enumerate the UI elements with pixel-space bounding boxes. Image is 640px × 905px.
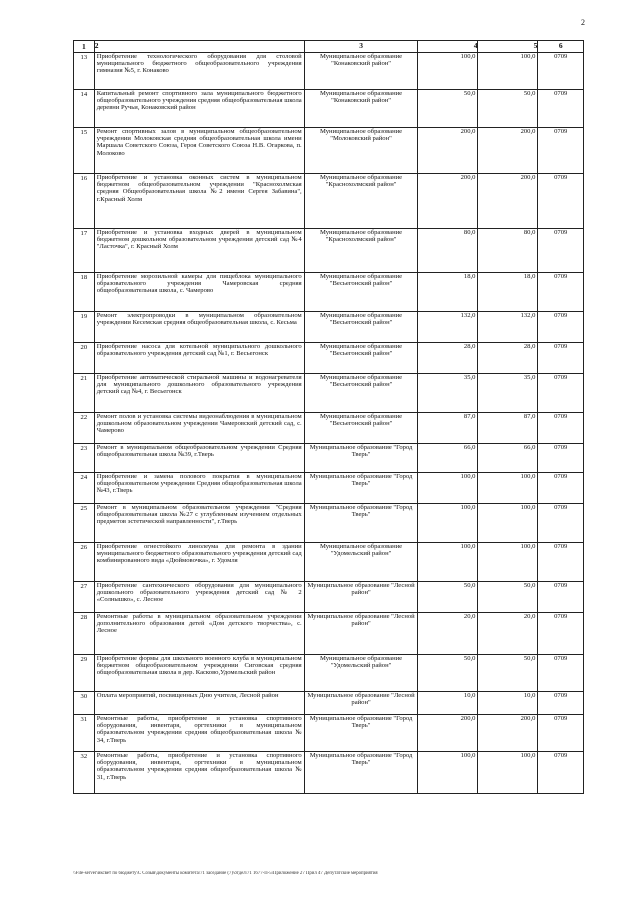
row-amount-planned: 100,0 (418, 543, 478, 582)
row-description: Приобретение и установка входных дверей в муниципальном бюджетном дошкольном образовательном учреждении детский сад №4 "Ласточка", г. Красный Холм (94, 229, 304, 273)
allocation-table (73, 40, 584, 794)
table-row (74, 655, 584, 692)
row-description: Приобретение технологического оборудования для столовой муниципального бюджетного общеобразовательного учреждения гимназия №5, г. Конаково (94, 53, 304, 90)
row-budget-code: 0709 (538, 613, 584, 655)
row-amount-planned: 66,0 (418, 444, 478, 473)
row-description: Оплата мероприятий, посвященных Дню учителя, Лесной район (94, 692, 304, 715)
row-amount-planned: 100,0 (418, 504, 478, 543)
row-number: 28 (74, 613, 95, 655)
row-municipality: Муниципальное образование "Краснохолмский район" (304, 174, 418, 229)
row-amount-approved: 100,0 (478, 752, 538, 794)
row-description: Приобретение автоматической стиральной машины и водонагревателя для муниципального дошкольного образовательного учреждения детский сад №4, г. Весьегонск (94, 374, 304, 413)
row-number: 15 (74, 128, 95, 174)
row-budget-code: 0709 (538, 715, 584, 752)
row-budget-code: 0709 (538, 752, 584, 794)
column-header: 5 (478, 41, 538, 53)
row-municipality: Муниципальное образование "Весьегонский район" (304, 374, 418, 413)
table-row (74, 53, 584, 90)
row-number: 14 (74, 90, 95, 128)
table-row (74, 582, 584, 613)
row-amount-approved: 200,0 (478, 174, 538, 229)
row-municipality: Муниципальное образование "Город Тверь" (304, 715, 418, 752)
row-municipality: Муниципальное образование "Удомельский район" (304, 655, 418, 692)
row-number: 30 (74, 692, 95, 715)
row-amount-approved: 66,0 (478, 444, 538, 473)
row-number: 21 (74, 374, 95, 413)
row-description: Ремонтные работы, приобретение и установка спортивного оборудования, инвентаря, оргтехники в муниципальном образовательном учреждении средняя общеобразовательная школа № 31, г.Тверь (94, 752, 304, 794)
row-description: Капитальный ремонт спортивного зала муниципального бюджетного общеобразовательного учреждения средняя общеобразовательная школа деревни Ручьи, Конаковский район (94, 90, 304, 128)
row-amount-planned: 200,0 (418, 715, 478, 752)
row-description: Ремонт полов и установка системы видеонаблюдения в муниципальном дошкольном образовательном учреждении Чамеровский детский сад, с. Чамерово (94, 413, 304, 444)
row-amount-approved: 10,0 (478, 692, 538, 715)
row-amount-approved: 100,0 (478, 543, 538, 582)
table-row (74, 312, 584, 343)
row-number: 13 (74, 53, 95, 90)
row-municipality: Муниципальное образование "Весьегонский район" (304, 343, 418, 374)
row-municipality: Муниципальное образование "Лесной район" (304, 692, 418, 715)
row-description: Ремонт в муниципальном общеобразовательном учреждении Средняя общеобразовательная школа №39, г.Тверь (94, 444, 304, 473)
row-number: 25 (74, 504, 95, 543)
row-amount-approved: 100,0 (478, 53, 538, 90)
row-amount-planned: 80,0 (418, 229, 478, 273)
row-amount-approved: 20,0 (478, 613, 538, 655)
row-description: Приобретение сантехнического оборудования для муниципального дошкольного образовательного учреждения детский сад № 2 «Солнышко», с. Лесное (94, 582, 304, 613)
row-number: 19 (74, 312, 95, 343)
row-number: 29 (74, 655, 95, 692)
table-row (74, 715, 584, 752)
row-budget-code: 0709 (538, 90, 584, 128)
row-amount-approved: 28,0 (478, 343, 538, 374)
row-amount-planned: 50,0 (418, 90, 478, 128)
row-description: Приобретение формы для школьного военного клуба в муниципальном бюджетном общеобразовательном учреждении Сиговская средняя общеобразовательная школа в дер. Касково,Удомельский район (94, 655, 304, 692)
row-amount-planned: 18,0 (418, 273, 478, 312)
column-header: 3 (304, 41, 418, 53)
row-amount-planned: 100,0 (418, 473, 478, 504)
row-budget-code: 0709 (538, 374, 584, 413)
row-amount-planned: 200,0 (418, 174, 478, 229)
row-municipality: Муниципальное образование "Удомельский район" (304, 543, 418, 582)
row-amount-approved: 100,0 (478, 473, 538, 504)
row-number: 26 (74, 543, 95, 582)
table-row (74, 413, 584, 444)
row-number: 22 (74, 413, 95, 444)
row-amount-approved: 35,0 (478, 374, 538, 413)
row-description: Приобретение и замена полового покрытия в муниципальном общеобразовательном учреждении Средняя общеобразовательная школа №43, г.Тверь (94, 473, 304, 504)
row-budget-code: 0709 (538, 582, 584, 613)
row-amount-planned: 50,0 (418, 655, 478, 692)
table-row (74, 90, 584, 128)
row-municipality: Муниципальное образование "Конаковский район" (304, 90, 418, 128)
column-header: 6 (538, 41, 584, 53)
table-row (74, 752, 584, 794)
row-amount-approved: 50,0 (478, 90, 538, 128)
table-row (74, 128, 584, 174)
row-municipality: Муниципальное образование "Краснохолмский район" (304, 229, 418, 273)
row-budget-code: 0709 (538, 312, 584, 343)
table-row (74, 473, 584, 504)
row-budget-code: 0709 (538, 229, 584, 273)
row-municipality: Муниципальное образование "Город Тверь" (304, 504, 418, 543)
row-budget-code: 0709 (538, 343, 584, 374)
table-row (74, 229, 584, 273)
row-budget-code: 0709 (538, 128, 584, 174)
table-row (74, 174, 584, 229)
row-amount-planned: 10,0 (418, 692, 478, 715)
row-budget-code: 0709 (538, 444, 584, 473)
row-amount-approved: 80,0 (478, 229, 538, 273)
row-budget-code: 0709 (538, 692, 584, 715)
row-budget-code: 0709 (538, 174, 584, 229)
row-description: Приобретение морозильной камеры для пищеблока муниципального образовательного учреждения Чамеровская средняя общеобразовательная школа, с. Чамерово (94, 273, 304, 312)
row-number: 23 (74, 444, 95, 473)
row-amount-planned: 132,0 (418, 312, 478, 343)
row-amount-planned: 28,0 (418, 343, 478, 374)
row-number: 18 (74, 273, 95, 312)
row-budget-code: 0709 (538, 504, 584, 543)
row-amount-approved: 200,0 (478, 715, 538, 752)
row-amount-approved: 50,0 (478, 655, 538, 692)
table-row (74, 444, 584, 473)
row-description: Ремонтные работы в муниципальном образовательном учреждении дополнительного образования детей «Дом детского творчества», с. Лесное (94, 613, 304, 655)
row-description: Приобретение насоса для котельной муниципального дошкольного образовательного учреждения детский сад №1, г. Весьегонск (94, 343, 304, 374)
row-description: Приобретение и установка оконных систем в муниципальном бюджетном общеобразовательном учреждении "Краснохолмская средняя Общеобразовательная школа №2 имени Сергея Забавина", г.Красный Холм (94, 174, 304, 229)
footer-file-path: \\File-server\иксвет по бюджету\С Созыв\документы комитета\71 заседание (7)\отдел\71 1677-П-5\Приложение 27 Прил 47 Депутатские мероприятия (73, 871, 378, 876)
row-municipality: Муниципальное образование "Молоковский район" (304, 128, 418, 174)
row-amount-planned: 35,0 (418, 374, 478, 413)
row-amount-approved: 18,0 (478, 273, 538, 312)
row-budget-code: 0709 (538, 273, 584, 312)
row-amount-planned: 100,0 (418, 53, 478, 90)
table-row (74, 343, 584, 374)
column-header: 2 (94, 41, 304, 53)
row-municipality: Муниципальное образование "Город Тверь" (304, 444, 418, 473)
row-description: Ремонт спортивных залов в муниципальном общеобразовательном учреждении Молоковская средняя общеобразовательная школа имени Маршала Советского Союза, Героя Советского Союза Н.В. Огаркова, п. Молоково (94, 128, 304, 174)
row-number: 17 (74, 229, 95, 273)
row-amount-approved: 200,0 (478, 128, 538, 174)
row-amount-planned: 50,0 (418, 582, 478, 613)
row-budget-code: 0709 (538, 413, 584, 444)
row-amount-approved: 100,0 (478, 504, 538, 543)
table-row (74, 504, 584, 543)
row-number: 31 (74, 715, 95, 752)
row-municipality: Муниципальное образование "Весьегонский район" (304, 413, 418, 444)
table-row (74, 543, 584, 582)
row-amount-planned: 200,0 (418, 128, 478, 174)
row-description: Ремонтные работы, приобретение и установка спортивного оборудования, инвентаря, оргтехники в муниципальном образовательном учреждении средняя общеобразовательная школа № 34, г.Тверь (94, 715, 304, 752)
row-amount-planned: 87,0 (418, 413, 478, 444)
row-description: Приобретение огнестойкого линолеума для ремонта в здании муниципального бюджетного образовательного учреждения детский сад комбинированного вида «Дюймовочка», г. Удомля (94, 543, 304, 582)
row-number: 24 (74, 473, 95, 504)
table-row (74, 273, 584, 312)
table-row (74, 374, 584, 413)
row-budget-code: 0709 (538, 473, 584, 504)
table-row (74, 692, 584, 715)
row-description: Ремонт электропроводки в муниципальном образовательном учреждении Кесемская средняя общеобразовательная школа, с. Кесьма (94, 312, 304, 343)
row-municipality: Муниципальное образование "Весьегонский район" (304, 312, 418, 343)
row-municipality: Муниципальное образование "Город Тверь" (304, 752, 418, 794)
row-municipality: Муниципальное образование "Лесной район" (304, 582, 418, 613)
row-amount-approved: 132,0 (478, 312, 538, 343)
row-municipality: Муниципальное образование "Конаковский район" (304, 53, 418, 90)
row-budget-code: 0709 (538, 543, 584, 582)
row-municipality: Муниципальное образование "Лесной район" (304, 613, 418, 655)
row-municipality: Муниципальное образование "Город Тверь" (304, 473, 418, 504)
row-amount-approved: 87,0 (478, 413, 538, 444)
row-number: 20 (74, 343, 95, 374)
row-description: Ремонт в муниципальном образовательном учреждении "Средняя общеобразовательная школа №27 с углубленным изучением отдельных предметов эстетической направленности", г.Тверь (94, 504, 304, 543)
row-number: 16 (74, 174, 95, 229)
row-number: 27 (74, 582, 95, 613)
table-header-row (74, 41, 584, 53)
table-row (74, 613, 584, 655)
row-amount-approved: 50,0 (478, 582, 538, 613)
row-amount-planned: 20,0 (418, 613, 478, 655)
column-header: 4 (418, 41, 478, 53)
row-municipality: Муниципальное образование "Весьегонский район" (304, 273, 418, 312)
page-number: 2 (581, 18, 585, 27)
column-header: 1 (74, 41, 95, 53)
row-number: 32 (74, 752, 95, 794)
row-budget-code: 0709 (538, 655, 584, 692)
row-budget-code: 0709 (538, 53, 584, 90)
row-amount-planned: 100,0 (418, 752, 478, 794)
